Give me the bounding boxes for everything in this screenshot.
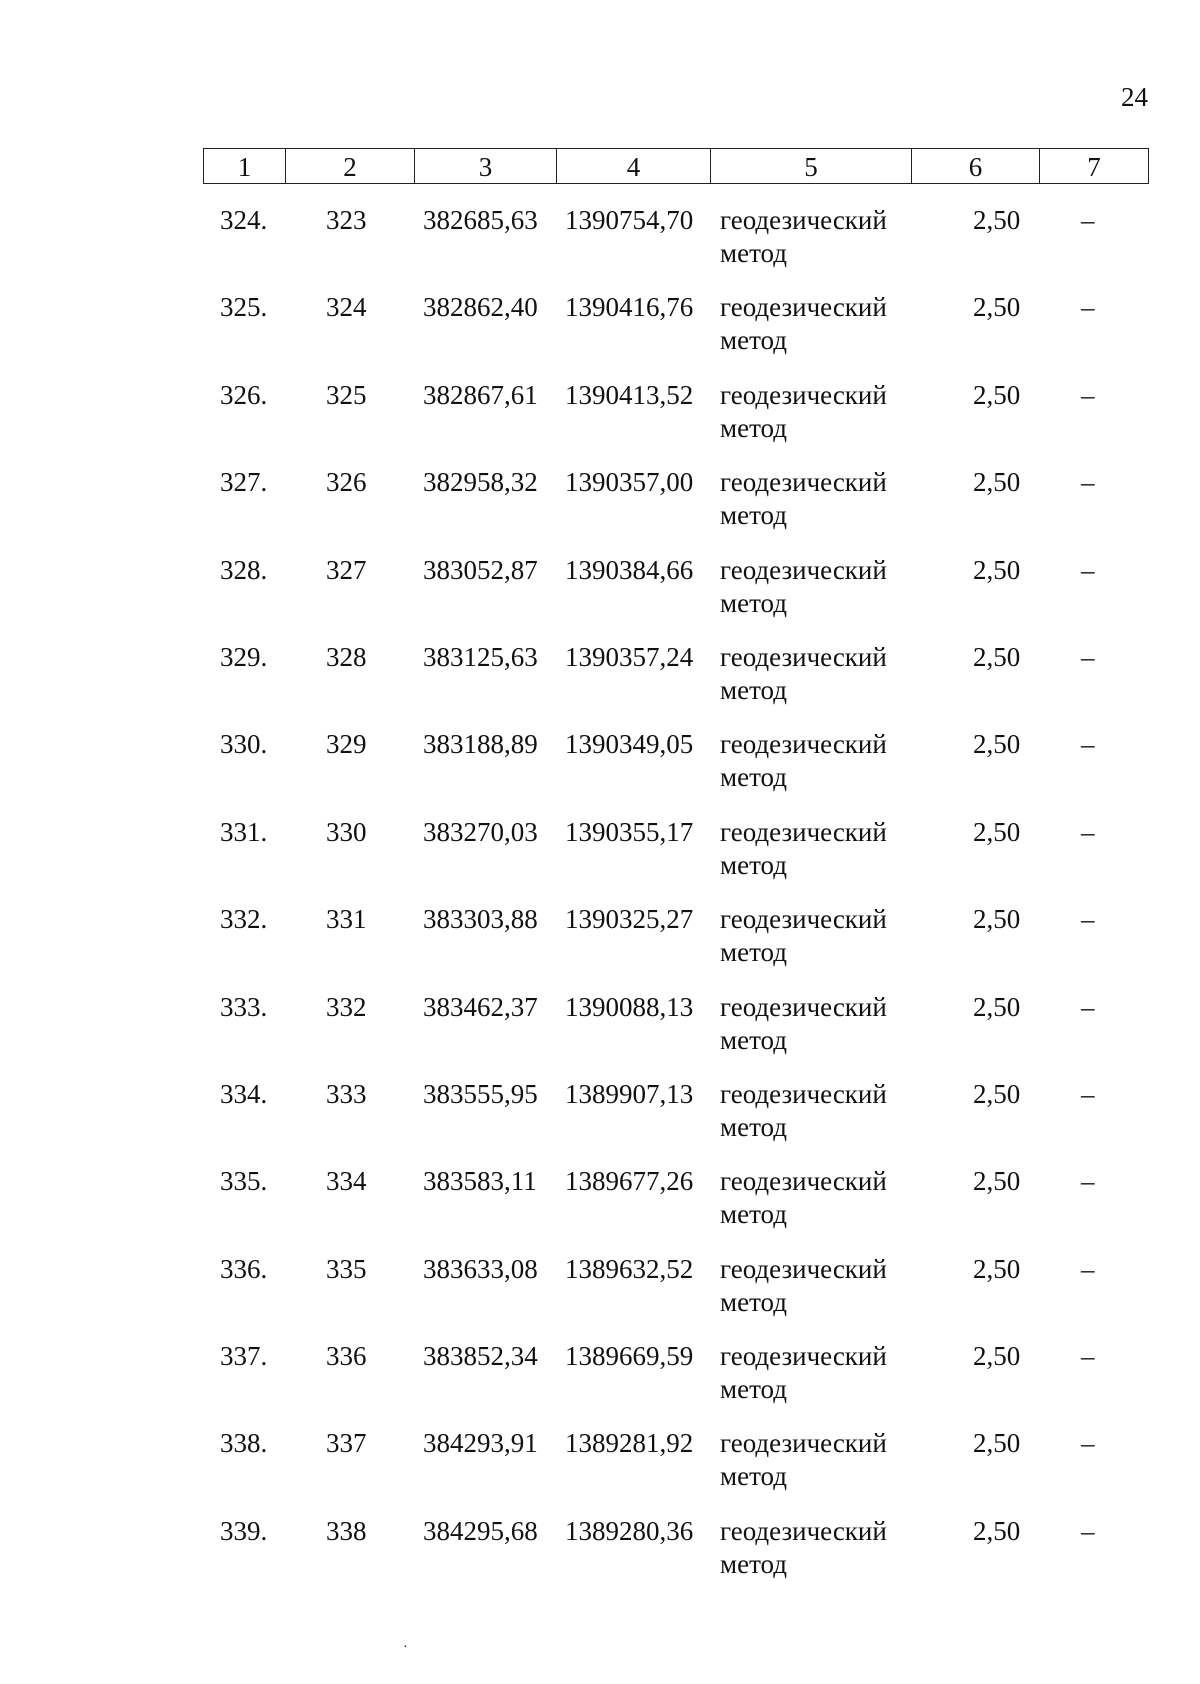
accuracy-value: 2,50: [973, 816, 1021, 847]
point-id: 333: [326, 1078, 367, 1109]
coordinate-x: 383555,95: [423, 1078, 538, 1109]
coordinate-y: 1389280,36: [565, 1515, 694, 1546]
method-text: геодезический метод: [720, 641, 887, 705]
accuracy-value: 2,50: [973, 467, 1021, 498]
header-cell-7: 7: [1087, 152, 1101, 182]
row-number: 335.: [220, 1166, 268, 1197]
coordinate-y: 1390357,00: [565, 467, 694, 498]
note-dash: –: [1081, 1078, 1095, 1109]
coordinate-y: 1389632,52: [565, 1253, 694, 1284]
row-number: 333.: [220, 991, 268, 1022]
point-id: 331: [326, 904, 367, 935]
accuracy-value: 2,50: [973, 1078, 1021, 1109]
point-id: 337: [326, 1428, 367, 1459]
header-cell-5: 5: [711, 149, 912, 183]
coordinate-x: 383633,08: [423, 1253, 538, 1284]
note-dash: –: [1081, 816, 1095, 847]
page-number: 24: [1121, 82, 1148, 112]
coordinate-x: 383270,03: [423, 816, 538, 847]
point-id: 338: [326, 1515, 367, 1546]
header-cell-2: 2: [286, 149, 415, 183]
coordinate-y: 1390325,27: [565, 904, 694, 935]
row-number: 336.: [220, 1253, 268, 1284]
row-number: 339.: [220, 1515, 268, 1546]
table-row: [203, 1340, 1149, 1427]
coordinate-y: 1389907,13: [565, 1078, 694, 1109]
coordinate-y: 1390384,66: [565, 554, 694, 585]
header-cell-1: 1: [204, 149, 286, 183]
method-text: геодезический метод: [720, 816, 887, 880]
point-id: 324: [326, 292, 367, 323]
table-body: [203, 204, 1149, 1602]
coordinate-x: 383303,88: [423, 904, 538, 935]
table-row: [203, 466, 1149, 553]
row-number: 334.: [220, 1078, 268, 1109]
note-dash: –: [1081, 1166, 1095, 1197]
row-number: 329.: [220, 641, 268, 672]
row-number: 330.: [220, 729, 268, 760]
note-dash: –: [1081, 904, 1095, 935]
method-text: геодезический метод: [720, 292, 887, 356]
row-number: 328.: [220, 554, 268, 585]
coordinate-y: 1390416,76: [565, 292, 694, 323]
coordinate-y: 1390088,13: [565, 991, 694, 1022]
coordinate-y: 1390357,24: [565, 641, 694, 672]
table-row: [203, 1165, 1149, 1252]
note-dash: –: [1081, 205, 1095, 235]
row-number: 337.: [220, 1341, 268, 1372]
note-dash: –: [1081, 292, 1095, 323]
row-number: 331.: [220, 816, 268, 847]
coordinate-x: 383583,11: [423, 1166, 537, 1197]
point-id: 332: [326, 991, 367, 1022]
accuracy-value: 2,50: [973, 292, 1021, 323]
method-text: геодезический метод: [720, 554, 887, 618]
method-text: геодезический метод: [720, 991, 887, 1055]
note-dash: –: [1081, 1428, 1095, 1459]
method-text: геодезический метод: [720, 1341, 887, 1405]
method-text: геодезический метод: [720, 1078, 887, 1142]
table-row: [203, 379, 1149, 466]
method-text: геодезический метод: [720, 729, 887, 793]
point-id: 335: [326, 1253, 367, 1284]
method-text: геодезический метод: [720, 1166, 887, 1230]
method-text: геодезический метод: [720, 1428, 887, 1492]
note-dash: –: [1081, 379, 1095, 410]
note-dash: –: [1081, 991, 1095, 1022]
table-row: [203, 641, 1149, 728]
header-cell-4: 4: [557, 149, 711, 183]
point-id: 323: [326, 205, 367, 235]
note-dash: –: [1081, 467, 1095, 498]
point-id: 327: [326, 554, 367, 585]
table-row: [203, 1253, 1149, 1340]
accuracy-value: 2,50: [973, 991, 1021, 1022]
table-row: [203, 554, 1149, 641]
coordinate-y: 1389677,26: [565, 1166, 694, 1197]
table-row: [203, 1515, 1149, 1602]
accuracy-value: 2,50: [973, 1515, 1021, 1546]
accuracy-value: 2,50: [973, 1253, 1021, 1284]
accuracy-value: 2,50: [973, 1166, 1021, 1197]
accuracy-value: 2,50: [973, 641, 1021, 672]
coordinate-x: 383188,89: [423, 729, 538, 760]
coordinate-x: 382685,63: [423, 205, 538, 235]
table-row: [203, 204, 1149, 291]
coordinate-y: 1390413,52: [565, 379, 694, 410]
point-id: 328: [326, 641, 367, 672]
accuracy-value: 2,50: [973, 904, 1021, 935]
row-number: 327.: [220, 467, 268, 498]
coordinate-x: 383462,37: [423, 991, 538, 1022]
point-id: 334: [326, 1166, 367, 1197]
scan-mark: ·: [403, 1640, 408, 1655]
accuracy-value: 2,50: [973, 729, 1021, 760]
accuracy-value: 2,50: [973, 554, 1021, 585]
coordinate-y: 1389669,59: [565, 1341, 694, 1372]
coordinate-x: 383852,34: [423, 1341, 538, 1372]
note-dash: –: [1081, 641, 1095, 672]
method-text: геодезический метод: [720, 467, 887, 531]
coordinate-x: 382958,32: [423, 467, 538, 498]
coordinate-x: 384295,68: [423, 1515, 538, 1546]
row-number: 332.: [220, 904, 268, 935]
note-dash: –: [1081, 1253, 1095, 1284]
accuracy-value: 2,50: [973, 379, 1021, 410]
note-dash: –: [1081, 729, 1095, 760]
accuracy-value: 2,50: [973, 1341, 1021, 1372]
accuracy-value: 2,50: [973, 1428, 1021, 1459]
table-row: [203, 903, 1149, 990]
table-row: [203, 291, 1149, 378]
coordinate-x: 383125,63: [423, 641, 538, 672]
table-header: [203, 148, 1149, 184]
table-row: [203, 1427, 1149, 1514]
coordinate-y: 1389281,92: [565, 1428, 694, 1459]
note-dash: –: [1081, 554, 1095, 585]
coordinate-x: 382867,61: [423, 379, 538, 410]
header-cell-3: 3: [415, 149, 557, 183]
point-id: 329: [326, 729, 367, 760]
table-row: [203, 816, 1149, 903]
method-text: геодезический метод: [720, 1515, 887, 1579]
row-number: 326.: [220, 379, 268, 410]
point-id: 326: [326, 467, 367, 498]
note-dash: –: [1081, 1515, 1095, 1546]
row-number: 338.: [220, 1428, 268, 1459]
coordinate-x: 383052,87: [423, 554, 538, 585]
coordinate-x: 384293,91: [423, 1428, 538, 1459]
row-number: 325.: [220, 292, 268, 323]
method-text: геодезический метод: [720, 379, 887, 443]
coordinate-x: 382862,40: [423, 292, 538, 323]
accuracy-value: 2,50: [973, 205, 1021, 235]
note-dash: –: [1081, 1341, 1095, 1372]
coordinate-y: 1390754,70: [565, 205, 694, 235]
table-row: [203, 1078, 1149, 1165]
point-id: 330: [326, 816, 367, 847]
point-id: 336: [326, 1341, 367, 1372]
point-id: 325: [326, 379, 367, 410]
table-row: [203, 991, 1149, 1078]
table-row: [203, 728, 1149, 815]
method-text: геодезический метод: [720, 904, 887, 968]
header-cell-6: 6: [912, 149, 1040, 183]
coordinate-y: 1390349,05: [565, 729, 694, 760]
row-number: 324.: [220, 205, 268, 235]
method-text: геодезический метод: [720, 205, 887, 268]
coordinate-y: 1390355,17: [565, 816, 694, 847]
method-text: геодезический метод: [720, 1253, 887, 1317]
